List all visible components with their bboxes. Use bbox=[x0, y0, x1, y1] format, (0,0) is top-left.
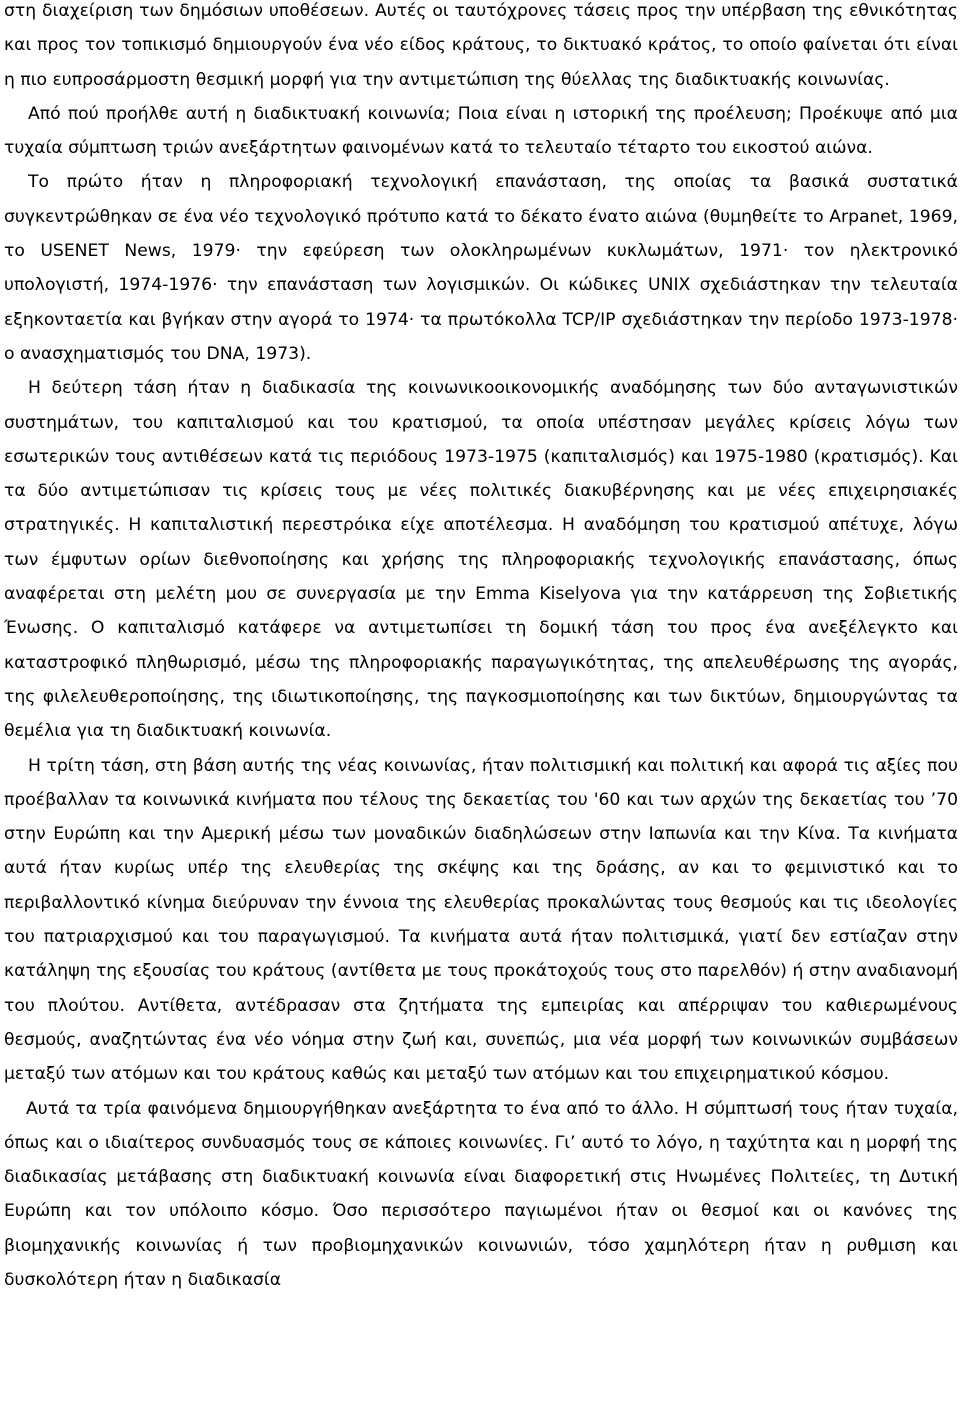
paragraph-4: Η δεύτερη τάση ήταν η διαδικασία της κοινωνικοοικονομικής αναδόμησης των δύο ανταγωνιστικών συστημάτων, του καπιταλισμού και του κρατισμού, τα οποία υπέστησαν μεγάλες κρίσεις λόγω των εσωτερικών τους αντιθέσεων κατά τις περιόδους 1973-1975 (καπιταλισμός) και 1975-1980 (κρατισμός). Και τα δύο αντιμετώπισαν τις κρίσεις τους με νέες πολιτικές διακυβέρνησης και με νέες επιχειρησιακές στρατηγικές. Η καπιταλιστική περεστρόικα είχε αποτέλεσμα. Η αναδόμηση του κρατισμού απέτυχε, λόγω των έμφυτων ορίων διεθνοποίησης και χρήσης της πληροφοριακής τεχνολογικής επανάστασης, όπως αναφέρεται στη μελέτη μου σε συνεργασία με την Emma Kiselyova για την κατάρρευση της Σοβιετικής Ένωσης. Ο καπιταλισμό κατάφερε να αντιμετωπίσει τη δομική τάση του προς ένα ανεξέλεγκτο και καταστροφικό πληθωρισμό, μέσω της πληροφοριακής παραγωγικότητας, της απελευθέρωσης της αγοράς, της φιλελευθεροποίησης, της ιδιωτικοποίησης, της παγκοσμιοποίησης και των δικτύων, δημιουργώντας τα θεμέλια για τη διαδικτυακή κοινωνία. bbox=[4, 378, 958, 742]
paragraph-6: Αυτά τα τρία φαινόμενα δημιουργήθηκαν ανεξάρτητα το ένα από το άλλο. Η σύμπτωσή τους ήταν τυχαία, όπως και ο ιδιαίτερος συνδυασμός τους σε κάποιες κοινωνίες. Γι’ αυτό το λόγο, η ταχύτητα και η μορφή της διαδικασίας μετάβασης στη διαδικτυακή κοινωνία είναι διαφορετική στις Ηνωμένες Πολιτείες, τη Δυτική Ευρώπη και τον υπόλοιπο κόσμο. Όσο περισσότερο παγιωμένοι ήταν οι θεσμοί και οι κανόνες της βιομηχανικής κοινωνίας ή των προβιομηχανικών κοινωνιών, τόσο χαμηλότερη ήταν η ρυθμιση και δυσκολότερη ήταν η διαδικασία bbox=[4, 1098, 958, 1290]
paragraph-3: Το πρώτο ήταν η πληροφοριακή τεχνολογική επανάσταση, της οποίας τα βασικά συστατικά συγκεντρώθηκαν σε ένα νέο τεχνολογικό πρότυπο κατά το δέκατο ένατο αιώνα (θυμηθείτε το Arpanet, 1969, το USENET News, 1979· την εφεύρεση των ολοκληρωμένων κυκλωμάτων, 1971· τον ηλεκτρονικό υπολογιστή, 1974-1976· την επανάσταση των λογισμικών. Οι κώδικες UNIX σχεδιάστηκαν την τελευταία εξηκονταετία και βγήκαν στην αγορά το 1974· τα πρωτόκολλα TCP/IP σχεδιάστηκαν την περίοδο 1973-1978· ο ανασχηματισμός του DNA, 1973). bbox=[4, 172, 958, 364]
paragraph-1: στη διαχείριση των δημόσιων υποθέσεων. Αυτές οι ταυτόχρονες τάσεις προς την υπέρβαση της εθνικότητας και προς τον τοπικισμό δημιουργούν ένα νέο είδος κράτους, το δικτυακό κράτος, το οποίο φαίνεται ότι είναι η πιο ευπροσάρμοστη θεσμική μορφή για την αντιμετώπιση της θύελλας της διαδικτυακής κοινωνίας. bbox=[4, 1, 958, 90]
document-page bbox=[4, 0, 958, 1297]
paragraph-2: Από πού προήλθε αυτή η διαδικτυακή κοινωνία; Ποια είναι η ιστορική της προέλευση; Προέκυψε από μια τυχαία σύμπτωση τριών ανεξάρτητων φαινομένων κατά το τελευταίο τέταρτο του εικοστού αιώνα. bbox=[4, 103, 958, 159]
paragraph-5: Η τρίτη τάση, στη βάση αυτής της νέας κοινωνίας, ήταν πολιτισμική και πολιτική και αφορά τις αξίες που προέβαλλαν τα κοινωνικά κινήματα που τέλους της δεκαετίας του '60 και των αρχών της δεκαετίας του ’70 στην Ευρώπη και την Αμερική μέσω των μοναδικών διαδηλώσεων στην Ιαπωνία και την Κίνα. Τα κινήματα αυτά ήταν κυρίως υπέρ της ελευθερίας της σκέψης και της δράσης, αν και το φεμινιστικό και το περιβαλλοντικό κίνημα διεύρυναν την έννοια της ελευθερίας προκαλώντας τους θεσμούς και τις ιδεολογίες του πατριαρχισμού και του παραγωγισμού. Τα κινήματα αυτά ήταν πολιτισμικά, γιατί δεν εστίαζαν στην κατάληψη της εξουσίας του κράτους (αντίθετα με τους προκάτοχούς τους στο παρελθόν) ή στην αναδιανομή του πλούτου. Αντίθετα, αντέδρασαν στα ζητήματα της εμπειρίας και απέρριψαν του καθιερωμένους θεσμούς, αναζητώντας ένα νέο νόημα στην ζωή και, συνεπώς, μια νέα μορφή των κοινωνικών συμβάσεων μεταξύ των ατόμων και του κράτους καθώς και μεταξύ των ατόμων και του επιχειρηματικού κόσμου. bbox=[4, 755, 958, 1085]
